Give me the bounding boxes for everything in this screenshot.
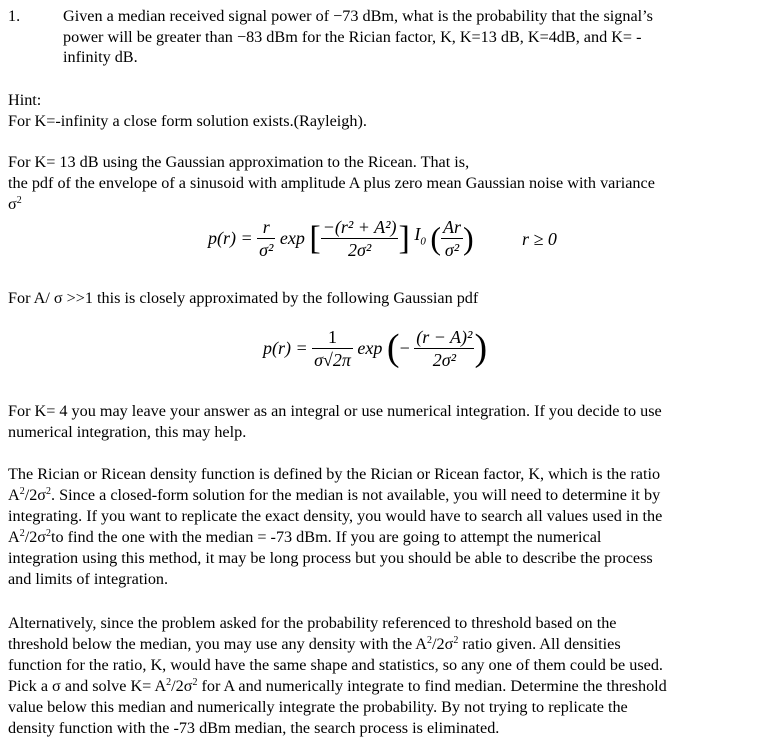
alt-line: function for the ratio, K, would have the same shape and statistics, so any one of them could be used.: [8, 656, 663, 674]
left-paren: (: [386, 327, 400, 369]
rician-line: and limits of integration.: [8, 570, 169, 588]
hint-rayleigh: For K=-infinity a close form solution exists.(Rayleigh).: [8, 112, 367, 130]
approx-line: For A/ σ >>1 this is closely approximated by the following Gaussian pdf: [8, 289, 479, 307]
question-line: Given a median received signal power of −73 dBm, what is the probability that the signal’s: [63, 7, 653, 25]
rician-line: The Rician or Ricean density function is defined by the Rician or Ricean factor, K, which is the ratio: [8, 465, 661, 483]
eq2-frac-norm: [312, 326, 353, 371]
alt-line: value below this median and numerically integrate the probability. By not trying to replicate the: [8, 698, 628, 716]
right-paren: ): [462, 220, 474, 256]
rician-line: $A^2/2\sigma^2$. Since a closed-form solution for the median is not available, you will need to determine it by: [8, 486, 661, 504]
alternative-paragraph: [8, 613, 764, 739]
k13-line: For K= 13 dB using the Gaussian approximation to the Ricean. That is,: [8, 153, 470, 171]
eq1-condition: r ≥ 0: [522, 229, 557, 249]
eq1-frac-den: σ²: [259, 240, 274, 260]
right-bracket: ]: [398, 220, 410, 257]
eq1-frac-den: σ²: [444, 240, 460, 260]
alt-line: Alternatively, since the problem asked for the probability referenced to threshold based on the: [8, 614, 617, 632]
rician-line: $A^2/2\sigma^2to$ find the one with the median = -73 dBm. If you are going to attempt the numerical: [8, 528, 602, 546]
alt-line: Pick a σ and solve $K= A^2/2\sigma^2$ for A and numerically integrate to find median. Determine the threshold: [8, 677, 667, 695]
alt-line: density function with the -73 dBm median, the search process is eliminated.: [8, 719, 500, 737]
k4-paragraph: [8, 401, 764, 443]
superscript: 2: [16, 195, 22, 206]
eq1-frac-num: −(r² + A²): [322, 217, 397, 237]
gaussian-pdf-equation: [263, 326, 487, 380]
rician-line: integration using this method, it may be long process but you should be able to describe the process: [8, 549, 653, 567]
bessel-function: $I_0$: [414, 224, 426, 248]
eq2-frac-num: 1: [312, 326, 353, 349]
k13-paragraph: [8, 152, 764, 215]
eq2-frac-den: σ√2π: [314, 350, 351, 370]
eq2-lhs: p(r) =: [263, 338, 308, 358]
eq1-frac-num: r: [257, 216, 275, 239]
approx-text: [8, 288, 764, 309]
eq1-frac-bessel-arg: [441, 216, 463, 261]
k13-line: the pdf of the envelope of a sinusoid with amplitude A plus zero mean Gaussian noise with variance: [8, 174, 655, 192]
eq2-exp: exp: [357, 338, 383, 358]
left-paren: (: [430, 220, 441, 256]
sigma-symbol: σ: [8, 195, 17, 213]
eq2-frac-num: (r − A)²: [416, 327, 473, 347]
question-line: power will be greater than −83 dBm for the Rician factor, K, K=13 dB, K=4dB, and K= -: [63, 27, 642, 46]
question-text: [63, 6, 753, 68]
hint-block: [8, 90, 764, 132]
eq1-frac-r: [257, 216, 275, 261]
alt-line: threshold below the median, you may use any density with the $A^2/2\sigma^2$ ratio given. All densities: [8, 635, 621, 653]
eq1-lhs: p(r) =: [208, 228, 253, 248]
eq2-frac-exponent: [414, 326, 474, 371]
k13-variance: [8, 194, 764, 215]
k4-line: For K= 4 you may leave your answer as an integral or use numerical integration. If you decide to use: [8, 402, 662, 420]
eq1-exp: exp: [279, 228, 305, 248]
k4-line: numerical integration, this may help.: [8, 423, 247, 441]
question-line: infinity dB.: [63, 48, 138, 66]
right-paren: ): [474, 327, 488, 369]
eq1-frac-num: Ar: [442, 217, 461, 237]
rician-pdf-equation: [208, 216, 474, 266]
rician-paragraph: [8, 464, 764, 590]
eq1-frac-exponent: [321, 216, 399, 261]
eq2-frac-den: 2σ²: [432, 350, 456, 370]
question-number: 1.: [8, 7, 21, 25]
eq2-minus: −: [399, 338, 410, 358]
rician-line: integrating. If you want to replicate the exact density, you would have to search all values used in the: [8, 507, 663, 525]
eq1-frac-den: 2σ²: [347, 240, 372, 260]
hint-title: Hint:: [8, 91, 42, 109]
left-bracket: [: [309, 220, 321, 257]
